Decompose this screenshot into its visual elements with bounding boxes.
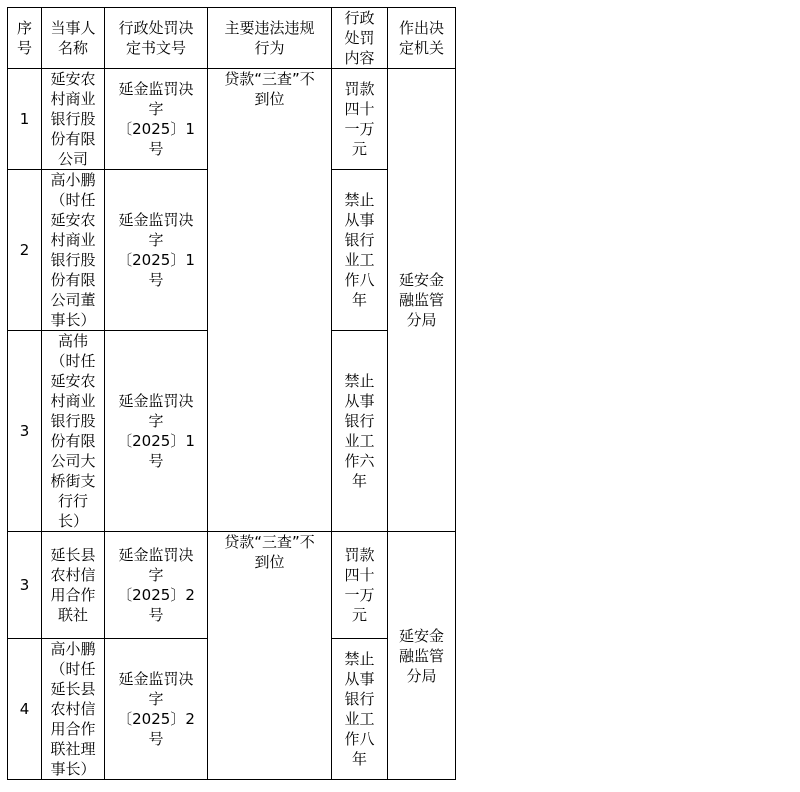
header-authority: 作出决 定机关 <box>388 8 456 69</box>
cell-violation: 贷款“三查”不 到位 <box>208 69 332 532</box>
cell-party: 高小鹏 （时任 延长县 农村信 用合作 联社理 事长） <box>42 639 105 780</box>
table-header-row <box>8 8 456 69</box>
header-seq: 序 号 <box>8 8 42 69</box>
cell-violation: 贷款“三查”不 到位 <box>208 532 332 780</box>
penalty-disclosure-table <box>7 7 456 780</box>
cell-party: 高伟 （时任 延安农 村商业 银行股 份有限 公司大 桥街支 行行 长） <box>42 331 105 532</box>
cell-penalty: 禁止 从事 银行 业工 作八 年 <box>332 170 388 331</box>
cell-doc-no: 延金监罚决 字 〔2025〕2 号 <box>105 639 208 780</box>
cell-authority: 延安金 融监管 分局 <box>388 69 456 532</box>
cell-party: 高小鹏 （时任 延安农 村商业 银行股 份有限 公司董 事长） <box>42 170 105 331</box>
cell-seq: 4 <box>8 639 42 780</box>
header-violation: 主要违法违规 行为 <box>208 8 332 69</box>
cell-seq: 1 <box>8 69 42 170</box>
cell-seq: 3 <box>8 532 42 639</box>
header-doc-no: 行政处罚决 定书文号 <box>105 8 208 69</box>
cell-doc-no: 延金监罚决 字 〔2025〕1 号 <box>105 331 208 532</box>
cell-penalty: 禁止 从事 银行 业工 作六 年 <box>332 331 388 532</box>
cell-doc-no: 延金监罚决 字 〔2025〕2 号 <box>105 532 208 639</box>
cell-penalty: 罚款 四十 一万 元 <box>332 69 388 170</box>
cell-authority: 延安金 融监管 分局 <box>388 532 456 780</box>
cell-doc-no: 延金监罚决 字 〔2025〕1 号 <box>105 69 208 170</box>
table-row <box>8 532 456 639</box>
header-penalty: 行政 处罚 内容 <box>332 8 388 69</box>
cell-party: 延安农 村商业 银行股 份有限 公司 <box>42 69 105 170</box>
cell-penalty: 罚款 四十 一万 元 <box>332 532 388 639</box>
header-party: 当事人 名称 <box>42 8 105 69</box>
table-row <box>8 69 456 170</box>
cell-penalty: 禁止 从事 银行 业工 作八 年 <box>332 639 388 780</box>
cell-party: 延长县 农村信 用合作 联社 <box>42 532 105 639</box>
cell-seq: 3 <box>8 331 42 532</box>
cell-seq: 2 <box>8 170 42 331</box>
cell-doc-no: 延金监罚决 字 〔2025〕1 号 <box>105 170 208 331</box>
